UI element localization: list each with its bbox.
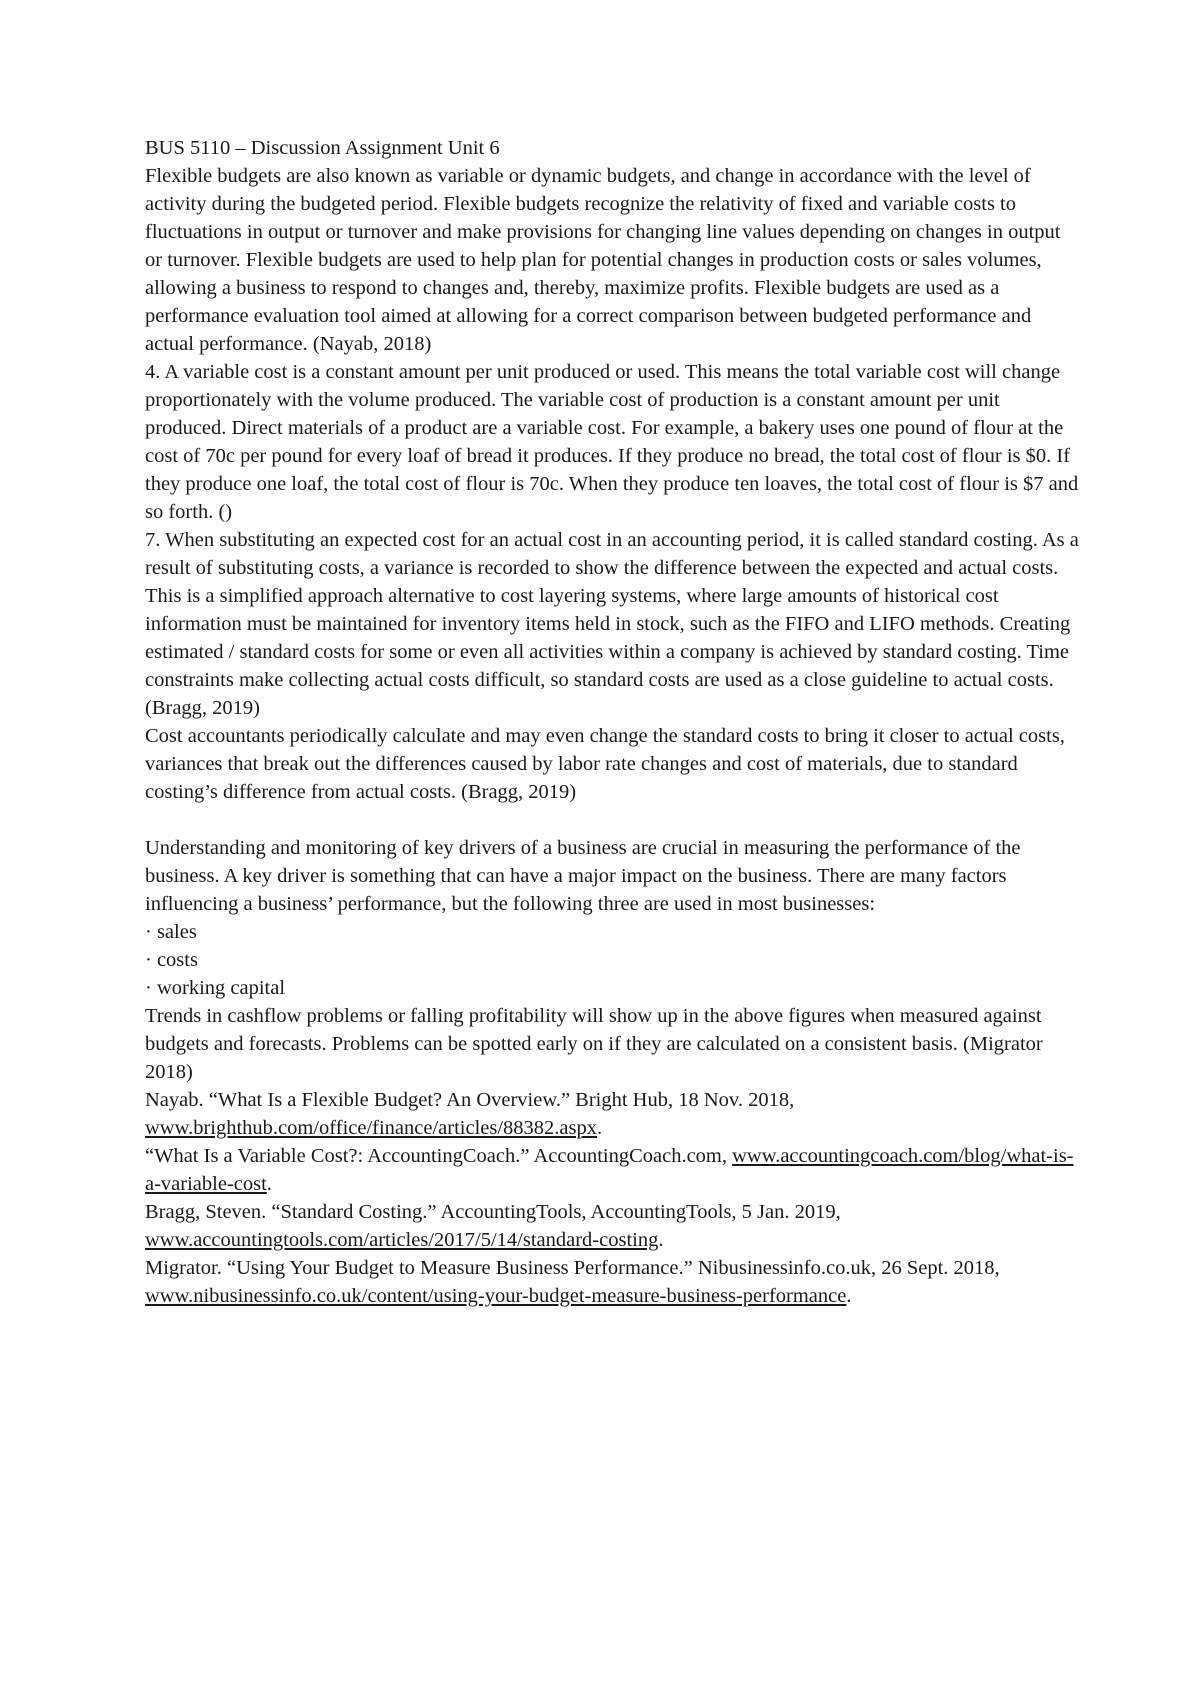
reference-migrator (145, 1254, 1080, 1310)
paragraph-trends: Trends in cashflow problems or falling profitability will show up in the above figures when measured against budgets and forecasts. Problems can be spotted early on if they are calculated on a consistent basis. (Migrator 2018) (145, 1005, 1043, 1083)
reference-text: Bragg, Steven. “Standard Costing.” AccountingTools, AccountingTools, 5 Jan. 2019, (145, 1201, 841, 1223)
reference-bragg (145, 1198, 1080, 1254)
bullet-costs: · costs (145, 949, 198, 971)
reference-link[interactable]: www.nibusinessinfo.co.uk/content/using-your-budget-measure-business-performance (145, 1285, 847, 1307)
reference-tail: . (846, 1285, 852, 1307)
reference-tail: . (597, 1117, 603, 1139)
reference-nayab (145, 1086, 1080, 1142)
reference-tail: . (266, 1173, 272, 1195)
reference-link[interactable]: www.brighthub.com/office/finance/articles/88382.aspx (145, 1117, 598, 1139)
bullet-working-capital: · working capital (145, 977, 286, 999)
reference-text: Migrator. “Using Your Budget to Measure Business Performance.” Nibusinessinfo.co.uk, 26 Sept. 2018, (145, 1257, 1000, 1279)
reference-link[interactable]: www.accountingcoach.com/blog/what-is-a-variable-cost (145, 1145, 1074, 1195)
document-title: BUS 5110 – Discussion Assignment Unit 6 (145, 137, 500, 159)
blank-line (145, 806, 1080, 834)
reference-link[interactable]: www.accountingtools.com/articles/2017/5/14/standard-costing (145, 1229, 659, 1251)
paragraph-cost-accountants: Cost accountants periodically calculate and may even change the standard costs to bring it closer to actual costs, variances that break out the differences caused by labor rate changes and cost of materials, due to standard costing’s difference from actual costs. (Bragg, 2019) (145, 725, 1065, 803)
reference-tail: . (658, 1229, 664, 1251)
document-page (145, 134, 1080, 1310)
paragraph-variable-cost: 4. A variable cost is a constant amount per unit produced or used. This means the total variable cost will change proportionately with the volume produced. The variable cost of production is a constant amount per unit produced. Direct materials of a product are a variable cost. For example, a bakery uses one pound of flour at the cost of 70c per pound for every loaf of bread it produces. If they produce no bread, the total cost of flour is $0. If they produce one loaf, the total cost of flour is 70c. When they produce ten loaves, the total cost of flour is $7 and so forth. () (145, 361, 1079, 523)
reference-accountingcoach (145, 1142, 1080, 1198)
paragraph-key-drivers: Understanding and monitoring of key drivers of a business are crucial in measuring the performance of the business. A key driver is something that can have a major impact on the business. There are many factors influencing a business’ performance, but the following three are used in most businesses: (145, 837, 1021, 915)
reference-text: Nayab. “What Is a Flexible Budget? An Overview.” Bright Hub, 18 Nov. 2018, (145, 1089, 795, 1111)
bullet-sales: · sales (145, 921, 197, 943)
reference-text: “What Is a Variable Cost?: AccountingCoach.” AccountingCoach.com, (145, 1145, 733, 1167)
paragraph-flexible-budgets: Flexible budgets are also known as variable or dynamic budgets, and change in accordance with the level of activity during the budgeted period. Flexible budgets recognize the relativity of fixed and variable costs to fluctuations in output or turnover and make provisions for changing line values depending on changes in output or turnover. Flexible budgets are used to help plan for potential changes in production costs or sales volumes, allowing a business to respond to changes and, thereby, maximize profits. Flexible budgets are used as a performance evaluation tool aimed at allowing for a correct comparison between budgeted performance and actual performance. (Nayab, 2018) (145, 165, 1061, 355)
paragraph-standard-costing: 7. When substituting an expected cost for an actual cost in an accounting period, it is called standard costing. As a result of substituting costs, a variance is recorded to show the difference between the expected and actual costs. This is a simplified approach alternative to cost layering systems, where large amounts of historical cost information must be maintained for inventory items held in stock, such as the FIFO and LIFO methods. Creating estimated / standard costs for some or even all activities within a company is achieved by standard costing. Time constraints make collecting actual costs difficult, so standard costs are used as a close guideline to actual costs. (Bragg, 2019) (145, 529, 1079, 719)
